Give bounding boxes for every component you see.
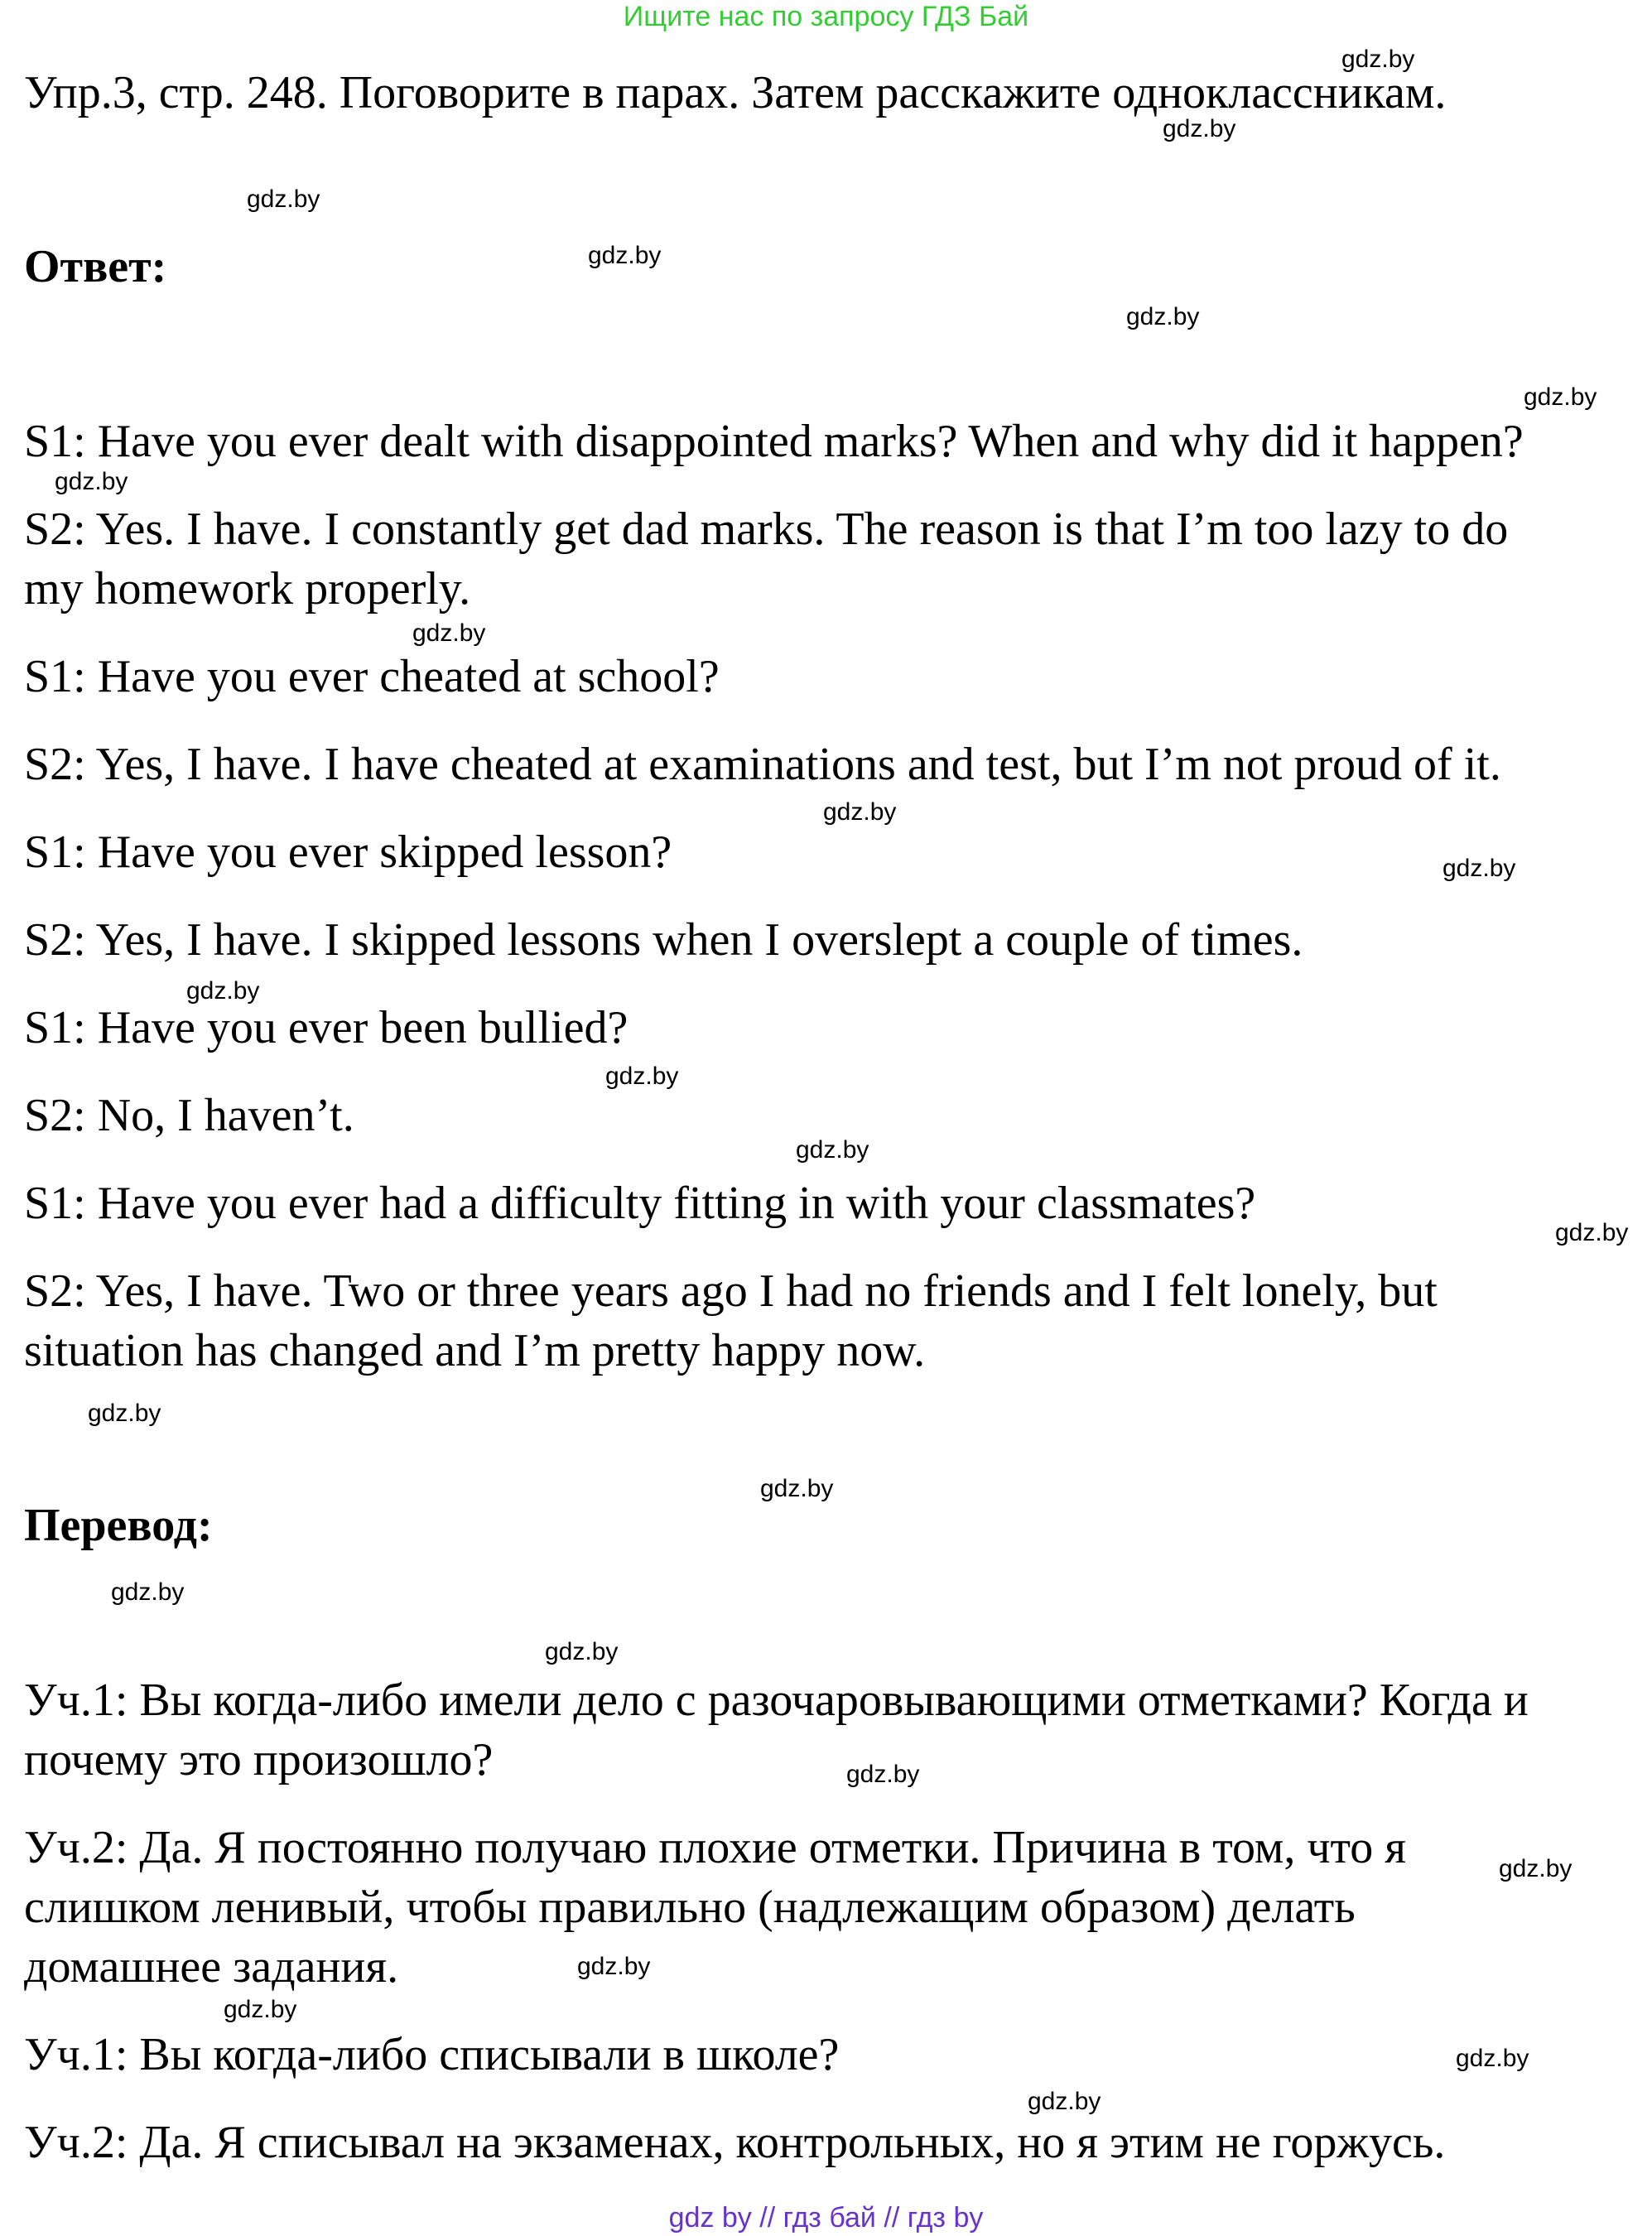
watermark: gdz.by <box>186 977 260 1005</box>
watermark: gdz.by <box>846 1761 920 1788</box>
watermark: gdz.by <box>577 1953 651 1980</box>
watermark: gdz.by <box>1341 46 1415 73</box>
translation-heading: Перевод: <box>24 1500 213 1551</box>
watermark: gdz.by <box>1524 383 1597 411</box>
watermark: gdz.by <box>605 1063 679 1090</box>
watermark: gdz.by <box>1456 2045 1529 2072</box>
translation-line: домашнее задания. <box>24 1941 399 1993</box>
translation-line: Уч.2: Да. Я списывал на экзаменах, контрольных, но я этим не горжусь. <box>24 2117 1446 2168</box>
top-banner: Ищите нас по запросу ГДЗ Бай <box>623 1 1029 32</box>
watermark: gdz.by <box>823 798 897 826</box>
watermark: gdz.by <box>760 1475 834 1502</box>
dialogue-line: S2: Yes, I have. Two or three years ago I had no friends and I felt lonely, but <box>24 1265 1438 1317</box>
watermark: gdz.by <box>588 242 662 269</box>
dialogue-line: S2: Yes, I have. I skipped lessons when I overslept a couple of times. <box>24 914 1303 966</box>
dialogue-line: S2: Yes, I have. I have cheated at examinations and test, but I’m not proud of it. <box>24 739 1501 790</box>
watermark: gdz.by <box>247 186 320 213</box>
dialogue-line: S1: Have you ever been bullied? <box>24 1002 629 1053</box>
watermark: gdz.by <box>412 619 486 647</box>
watermark: gdz.by <box>1028 2088 1101 2115</box>
dialogue-line: S1: Have you ever cheated at school? <box>24 651 720 702</box>
translation-line: Уч.1: Вы когда-либо имели дело с разочаровывающими отметками? Когда и <box>24 1675 1529 1726</box>
dialogue-line: S2: No, I haven’t. <box>24 1090 354 1141</box>
watermark: gdz.by <box>111 1578 185 1606</box>
exercise-title: Упр.3, стр. 248. Поговорите в парах. Затем расскажите одноклассникам. <box>24 67 1447 118</box>
translation-line: Уч.1: Вы когда-либо списывали в школе? <box>24 2029 840 2080</box>
translation-line: Уч.2: Да. Я постоянно получаю плохие отметки. Причина в том, что я <box>24 1822 1406 1873</box>
watermark: gdz.by <box>1555 1219 1629 1246</box>
translation-line: слишком ленивый, чтобы правильно (надлежащим образом) делать <box>24 1882 1356 1933</box>
dialogue-line: S1: Have you ever dealt with disappointed marks? When and why did it happen? <box>24 416 1524 467</box>
watermark: gdz.by <box>224 1996 297 2023</box>
translation-line: почему это произошло? <box>24 1734 494 1785</box>
watermark: gdz.by <box>1126 303 1200 330</box>
watermark: gdz.by <box>796 1136 869 1164</box>
watermark: gdz.by <box>1442 855 1516 882</box>
watermark: gdz.by <box>1499 1855 1573 1882</box>
dialogue-line: my homework properly. <box>24 563 471 614</box>
watermark: gdz.by <box>55 468 128 495</box>
dialogue-line: situation has changed and I’m pretty happy now. <box>24 1325 926 1376</box>
answer-heading: Ответ: <box>24 241 167 292</box>
dialogue-line: S1: Have you ever skipped lesson? <box>24 826 672 878</box>
watermark: gdz.by <box>1163 115 1236 142</box>
watermark: gdz.by <box>545 1638 619 1665</box>
footer-links: gdz by // гдз бай // гдз by <box>668 2202 984 2234</box>
dialogue-line: S2: Yes. I have. I constantly get dad marks. The reason is that I’m too lazy to do <box>24 504 1509 555</box>
dialogue-line: S1: Have you ever had a difficulty fitting in with your classmates? <box>24 1178 1256 1229</box>
watermark: gdz.by <box>88 1400 161 1427</box>
